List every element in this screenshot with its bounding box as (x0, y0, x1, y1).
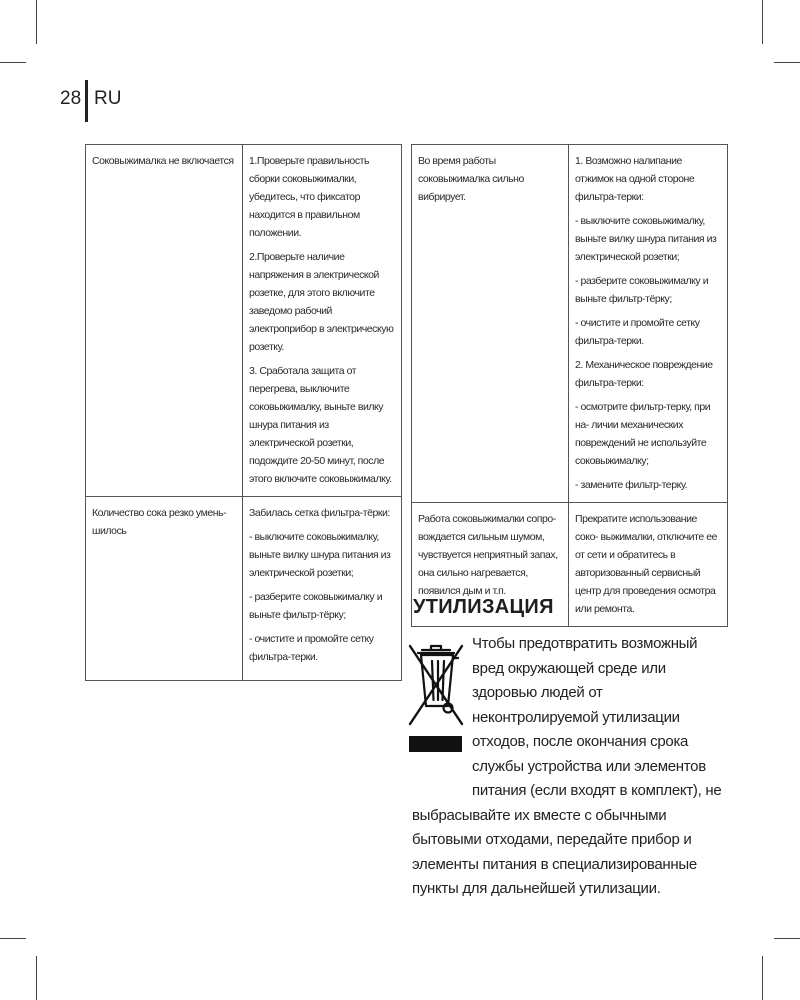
solution-text: - выключите соковыжималку, выньте вилку шнура питания из электрической розетки; (249, 531, 391, 579)
solution-text: Прекратите использование соко- выжималки, отключите ее от сети и обратитесь в авторизованный сервисный центр для проведения осмотра или ремонта. (575, 513, 717, 615)
problem-text: Работа соковыжималки сопро- вождается сильным шумом, чувствуется неприятный запах, она сильно нагревается, появился дым и т.п. (418, 513, 558, 597)
problem-text: Количество сока резко умень- шилось (92, 507, 227, 537)
solution-text: 1. Возможно налипание отжимок на одной стороне фильтра-терки: (575, 155, 695, 203)
page-number: 28 (60, 88, 82, 109)
table-row (412, 145, 728, 503)
table-row (86, 145, 402, 497)
solution-text: 3. Сработала защита от перегрева, выключите соковыжималку, выньте вилку шнура питания из электрической розетки, подождите 20-50 минут, после этого включите соковыжималку. (249, 365, 392, 485)
crop-mark (0, 938, 26, 939)
crop-mark (0, 62, 26, 63)
solution-text: 2.Проверьте наличие напряжения в электрической розетке, для этого включите заведомо рабочий электроприбор в электрическую розетку. (249, 251, 394, 353)
icon-spacer (412, 632, 472, 782)
problem-text: Во время работы соковыжималка сильно вибрирует. (418, 155, 524, 203)
solution-text: 1.Проверьте правильность сборки соковыжималки, убедитесь, что фиксатор находится в правильном положении. (249, 155, 369, 239)
crop-mark (762, 0, 763, 44)
solution-cell (569, 503, 728, 627)
solution-text: - замените фильтр-терку. (575, 479, 688, 491)
troubleshooting-table-right (411, 144, 728, 627)
troubleshooting-table-left (85, 144, 402, 681)
crop-mark (36, 0, 37, 44)
problem-cell (412, 145, 569, 503)
crop-mark (774, 62, 800, 63)
solution-text: - разберите соковыжималку и выньте фильтр-тёрку; (249, 591, 383, 621)
solution-text: 2. Механическое повреждение фильтра-терки: (575, 359, 713, 389)
language-code: RU (94, 88, 122, 109)
disposal-text (412, 632, 727, 902)
crop-mark (762, 956, 763, 1000)
solution-cell (569, 145, 728, 503)
solution-cell (243, 145, 402, 497)
crop-mark (36, 956, 37, 1000)
solution-text: - очистите и промойте сетку фильтра-терки. (249, 633, 374, 663)
header-divider (85, 80, 88, 122)
solution-text: - разберите соковыжималку и выньте фильтр-тёрку; (575, 275, 709, 305)
crop-mark (774, 938, 800, 939)
solution-text: Забилась сетка фильтра-тёрки: (249, 507, 390, 519)
solution-text: - выключите соковыжималку, выньте вилку шнура питания из электрической розетки; (575, 215, 717, 263)
problem-text: Соковыжималка не включается (92, 155, 234, 167)
problem-cell (86, 497, 243, 681)
solution-text: - осмотрите фильтр-терку, при на- личии механических повреждений не используйте соковыжималку; (575, 401, 711, 467)
disposal-heading: УТИЛИЗАЦИЯ (413, 596, 554, 618)
problem-cell (86, 145, 243, 497)
solution-cell (243, 497, 402, 681)
solution-text: - очистите и промойте сетку фильтра-терки. (575, 317, 700, 347)
table-row (86, 497, 402, 681)
disposal-paragraph: Чтобы предотвратить возможный вред окружающей среде или здоровью людей от неконтролируемой утилизации отходов, после окончания срока службы устройства или элементов питания (если входят в комплект), не выбрасывайте их вместе с обычными бытовыми отходами, передайте прибор и элементы питания в специализированные пункты для дальнейшей утилизации. (412, 635, 722, 897)
